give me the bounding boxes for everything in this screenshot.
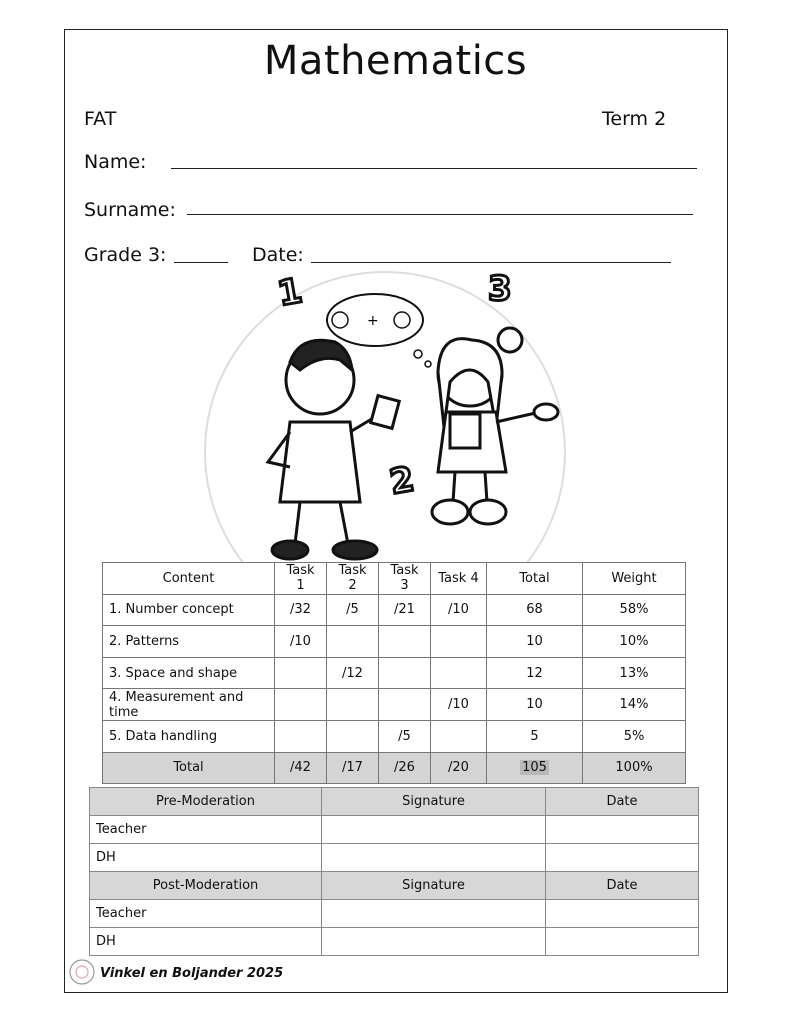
signature-cell[interactable]	[322, 844, 546, 872]
task-cell: /10	[275, 626, 327, 658]
table-header-row	[103, 563, 686, 595]
grand-total: 105	[522, 760, 547, 776]
name-label: Name:	[84, 151, 147, 173]
role-cell: DH	[90, 844, 322, 872]
task-2-total: /17	[327, 752, 379, 784]
moderation-table	[89, 787, 699, 956]
task-cell: /21	[379, 594, 431, 626]
header-content: Content	[103, 563, 275, 595]
table-row	[90, 816, 699, 844]
table-row	[103, 594, 686, 626]
date-cell[interactable]	[546, 816, 699, 844]
signature-cell[interactable]	[322, 928, 546, 956]
task-cell	[431, 657, 487, 689]
table-row	[90, 900, 699, 928]
svg-text:+: +	[367, 313, 379, 329]
post-moderation-header: Post-Moderation	[90, 872, 322, 900]
table-row	[90, 844, 699, 872]
grade-label: Grade 3:	[84, 244, 167, 266]
weight-total: 100%	[583, 752, 686, 784]
task-cell: /32	[275, 594, 327, 626]
date-header: Date	[546, 872, 699, 900]
date-label: Date:	[252, 244, 304, 266]
term-label: Term 2	[602, 108, 667, 130]
header-total: Total	[487, 563, 583, 595]
task-cell	[275, 720, 327, 752]
surname-line[interactable]	[187, 214, 693, 215]
signature-cell[interactable]	[322, 816, 546, 844]
name-line[interactable]	[171, 168, 697, 169]
pre-moderation-header: Pre-Moderation	[90, 788, 322, 816]
surname-label: Surname:	[84, 199, 176, 221]
date-cell[interactable]	[546, 900, 699, 928]
role-cell: Teacher	[90, 816, 322, 844]
task-4-total: /20	[431, 752, 487, 784]
date-cell[interactable]	[546, 928, 699, 956]
children-illustration	[150, 262, 620, 562]
number-three-icon: 3	[488, 269, 512, 309]
task-cell: /5	[379, 720, 431, 752]
page-title: Mathematics	[263, 38, 528, 84]
table-row	[103, 720, 686, 752]
signature-header: Signature	[322, 788, 546, 816]
role-cell: DH	[90, 928, 322, 956]
footer-logo-icon	[68, 958, 96, 986]
task-1-total: /42	[275, 752, 327, 784]
content-cell: 2. Patterns	[103, 626, 275, 658]
header-task-3: Task 3	[379, 563, 431, 595]
grand-total-cell	[487, 752, 583, 784]
weight-cell: 10%	[583, 626, 686, 658]
task-cell	[431, 720, 487, 752]
total-cell: 10	[487, 689, 583, 721]
total-cell: 5	[487, 720, 583, 752]
header-task-1: Task 1	[275, 563, 327, 595]
total-label: Total	[103, 752, 275, 784]
task-cell	[327, 689, 379, 721]
task-cell	[379, 657, 431, 689]
task-cell: /5	[327, 594, 379, 626]
content-weighting-table	[102, 562, 686, 784]
table-row	[103, 689, 686, 721]
post-moderation-header-row	[90, 872, 699, 900]
table-row	[103, 657, 686, 689]
weight-cell: 5%	[583, 720, 686, 752]
content-cell: 5. Data handling	[103, 720, 275, 752]
task-cell: /12	[327, 657, 379, 689]
content-cell: 4. Measurement and time	[103, 689, 275, 721]
table-row	[103, 626, 686, 658]
task-3-total: /26	[379, 752, 431, 784]
task-cell	[275, 657, 327, 689]
signature-header: Signature	[322, 872, 546, 900]
role-cell: Teacher	[90, 900, 322, 928]
task-cell	[327, 626, 379, 658]
weight-cell: 14%	[583, 689, 686, 721]
total-cell: 10	[487, 626, 583, 658]
task-cell	[275, 689, 327, 721]
footer-credit: Vinkel en Boljander 2025	[100, 966, 284, 981]
boy-figure-icon	[268, 340, 399, 559]
number-two-icon: 2	[386, 459, 418, 503]
date-cell[interactable]	[546, 844, 699, 872]
content-cell: 3. Space and shape	[103, 657, 275, 689]
task-cell	[379, 689, 431, 721]
date-header: Date	[546, 788, 699, 816]
signature-cell[interactable]	[322, 900, 546, 928]
pre-moderation-header-row	[90, 788, 699, 816]
header-task-2: Task 2	[327, 563, 379, 595]
table-row	[90, 928, 699, 956]
task-cell	[431, 626, 487, 658]
task-cell: /10	[431, 594, 487, 626]
content-cell: 1. Number concept	[103, 594, 275, 626]
weight-cell: 13%	[583, 657, 686, 689]
task-cell	[379, 626, 431, 658]
task-cell	[327, 720, 379, 752]
weight-cell: 58%	[583, 594, 686, 626]
task-cell: /10	[431, 689, 487, 721]
header-task-4: Task 4	[431, 563, 487, 595]
number-one-icon: 1	[274, 270, 306, 315]
assessment-type: FAT	[84, 108, 117, 130]
total-cell: 68	[487, 594, 583, 626]
total-cell: 12	[487, 657, 583, 689]
header-weight: Weight	[583, 563, 686, 595]
table-total-row	[103, 752, 686, 784]
